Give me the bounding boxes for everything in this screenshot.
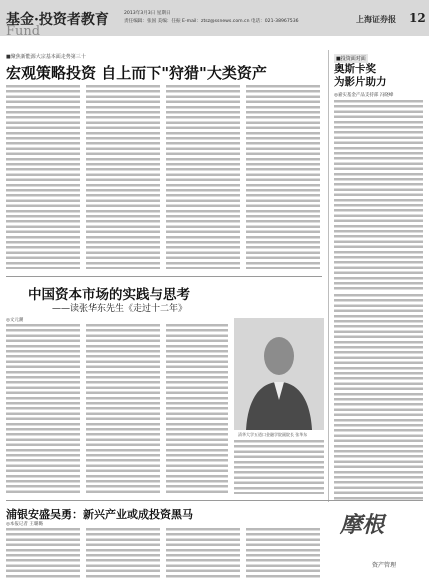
sidebar-divider <box>328 50 329 502</box>
sidebar-body-bottom <box>334 294 423 502</box>
feature-column-3 <box>166 324 228 494</box>
feature-column-4 <box>234 440 324 494</box>
portrait-figure <box>234 318 324 430</box>
date-line: 2013年3月3日 星期日 <box>124 11 171 16</box>
lead-bottom-rule <box>6 276 322 277</box>
column-brand-name: 摩根 <box>340 512 385 538</box>
lead-headline: 宏观策略投资 自上而下"狩猎"大类资产 <box>6 64 267 82</box>
feature-subhead: ——读张华东先生《走过十二年》 <box>52 304 188 314</box>
bottom-column-1 <box>6 528 80 580</box>
lead-column-3 <box>166 85 240 269</box>
section-english-title: Fund <box>6 24 41 39</box>
editor-line: 责任编辑：张国 美编：任振 E-mail：ztsz@ssnews.com.cn 电话：021-38967536 <box>124 19 299 24</box>
section-title: 基金·投资者教育 <box>6 12 109 28</box>
feature-column-1 <box>6 324 80 494</box>
lead-column-4 <box>246 85 320 269</box>
sidebar-title-1: 奥斯卡奖 <box>334 63 376 75</box>
portrait-caption: 清华大学五道口金融学院副院长 张华东 <box>238 432 308 437</box>
newspaper-logo: 上海证券报 <box>356 14 396 24</box>
page-number: 12 <box>409 11 426 25</box>
lead-column-2 <box>86 85 160 269</box>
sidebar-title-2: 为影片助力 <box>334 76 387 88</box>
sidebar-body-top <box>334 100 423 290</box>
bottom-byline: ◎本报记者 王璐璐 <box>6 522 43 527</box>
lead-kicker: ■聚焦新能源大宗基本面走势第三十 <box>6 54 86 60</box>
bottom-column-3 <box>166 528 240 580</box>
feature-column-2 <box>86 324 160 494</box>
column-brand-tagline: 资产管理 <box>372 562 397 569</box>
bottom-column-2 <box>86 528 160 580</box>
feature-byline: ◎文元潮 <box>6 318 24 323</box>
feature-headline: 中国资本市场的实践与思考 <box>28 287 190 303</box>
author-portrait <box>234 318 324 430</box>
sidebar-kicker: ■投资面对面 <box>336 56 366 62</box>
bottom-top-rule <box>6 500 423 501</box>
bottom-column-4 <box>246 528 320 580</box>
sidebar-byline: ◎嘉实基金产品支持部 冯晓峰 <box>334 93 394 98</box>
bottom-headline: 浦银安盛吴勇：新兴产业或成投资黑马 <box>6 508 193 521</box>
lead-column-1 <box>6 85 80 269</box>
